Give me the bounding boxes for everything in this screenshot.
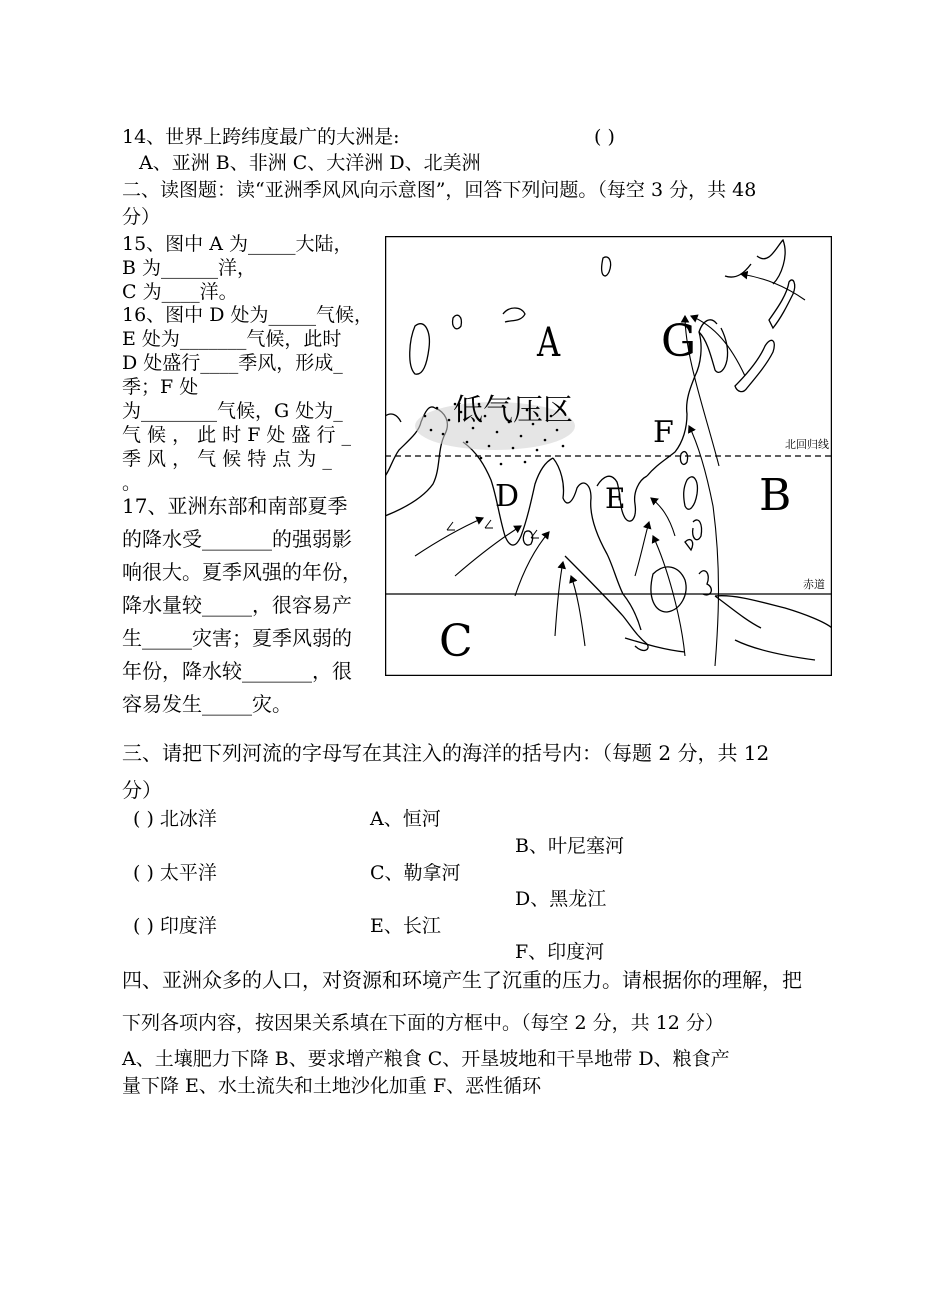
q16-line: 气 候 ， 此 时 F 处 盛 行 _ [122, 424, 352, 446]
q16-line: 季；F 处 [122, 376, 199, 398]
q17-line: 年份，降水较_______，很 [122, 659, 352, 683]
map-label-g: G [661, 316, 697, 367]
q14-options: A、亚洲 B、非洲 C、大洋洲 D、北美洲 [139, 152, 481, 174]
q16-line: 季 风 ， 气 候 特 点 为 _ [122, 448, 332, 470]
q16-line: D 处盛行____季风，形成_ [122, 352, 343, 374]
asia-monsoon-map [385, 236, 832, 676]
river-option-f: F、印度河 [515, 941, 605, 963]
river-option-d: D、黑龙江 [515, 888, 607, 910]
q17-line: 降水量较_____，很容易产 [122, 593, 352, 617]
sec3-heading: 三、请把下列河流的字母写在其注入的海洋的括号内：（每题 2 分，共 12 [122, 741, 770, 765]
q14-answer-bracket[interactable]: ( ) [594, 126, 615, 148]
low-pressure-label: 低气压区 [453, 393, 573, 428]
map-label-e: E [605, 482, 626, 515]
sec4-items-cont: 量下降 E、水土流失和土地沙化加重 F、恶性循环 [122, 1075, 542, 1097]
map-label-a: A [537, 318, 561, 366]
sec3-heading-cont: 分） [122, 778, 162, 802]
river-option-b: B、叶尼塞河 [515, 835, 624, 857]
sec2-heading: 二、读图题：读“亚洲季风风向示意图”，回答下列问题。（每空 3 分，共 48 [122, 179, 757, 201]
ocean-pacific-bracket[interactable]: ( ) 太平洋 [133, 862, 217, 884]
q16-line: 为________气候，G 处为_ [122, 400, 343, 422]
sec4-heading: 四、亚洲众多的人口，对资源和环境产生了沉重的压力。请根据你的理解，把 [122, 968, 802, 992]
q16-line: 16、图中 D 处为_____气候， [122, 304, 373, 326]
ocean-arctic-bracket[interactable]: ( ) 北冰洋 [133, 808, 217, 830]
q17-line: 响很大。夏季风强的年份， [122, 560, 362, 584]
q17-line: 容易发生_____灾。 [122, 692, 292, 716]
river-option-c: C、勒拿河 [370, 862, 461, 884]
river-option-e: E、长江 [370, 915, 441, 937]
map-label-b: B [759, 470, 792, 521]
sec4-items: A、土壤肥力下降 B、要求增产粮食 C、开垦坡地和干旱地带 D、粮食产 [122, 1048, 730, 1070]
sec4-heading-cont: 下列各项内容，按因果关系填在下面的方框中。（每空 2 分，共 12 分） [122, 1012, 724, 1034]
tropic-label: 北回归线 [785, 439, 829, 451]
q16-line: E 处为_______气候，此时 [122, 328, 342, 350]
q17-line: 17、亚洲东部和南部夏季 [122, 494, 348, 518]
river-option-a: A、恒河 [370, 808, 441, 830]
q14-stem: 14、世界上跨纬度最广的大洲是: [122, 126, 400, 148]
q17-line: 生_____灾害；夏季风弱的 [122, 626, 352, 650]
q16-line: 。 [122, 472, 142, 494]
q17-line: 的降水受_______的强弱影 [122, 527, 352, 551]
sec2-heading-cont: 分） [122, 206, 161, 228]
equator-label: 赤道 [803, 579, 825, 591]
ocean-indian-bracket[interactable]: ( ) 印度洋 [133, 915, 217, 937]
map-label-d: D [495, 479, 520, 514]
q15-line: B 为______洋， [122, 257, 257, 279]
q15-line: C 为____洋。 [122, 281, 238, 303]
q15-line: 15、图中 A 为_____大陆， [122, 233, 353, 255]
map-label-c: C [439, 616, 473, 667]
map-label-f: F [653, 415, 674, 450]
